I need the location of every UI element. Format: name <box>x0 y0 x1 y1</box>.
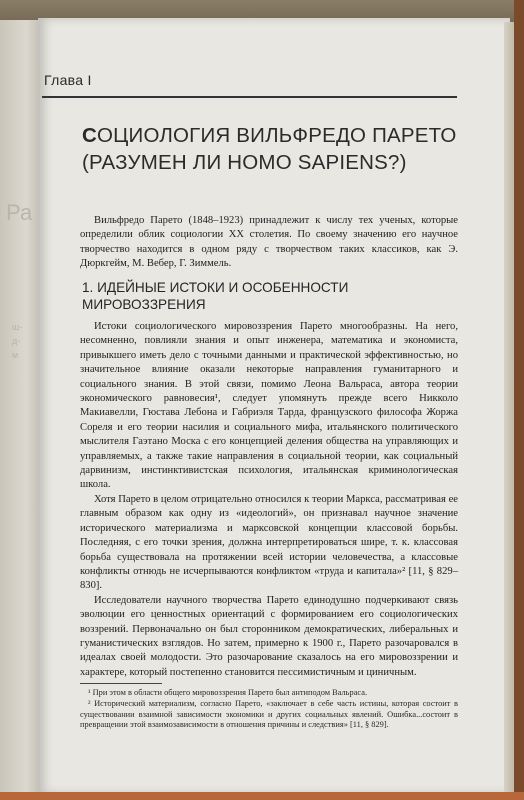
body-text <box>80 320 458 680</box>
title-initial: С <box>82 124 98 147</box>
paragraph: Истоки социологического мировоззрения Парето многообразны. На него, несомненно, повлияли знания и опыт инженера, математика и экономиста, привыкшего иметь дело с точными данными и практической эффективностью, но значительное влияние оказали некоторые направления гуманитарного и социального знания. В этой связи, помимо Леона Вальраса, автора теории экономического равновесия¹, следует упомянуть прежде всего Никколо Макиавелли, Гюстава Лебона и Габриэля Тарда, французского философа Жоржа Сореля и его теории насилия и социального мифа, итальянского политического мыслителя Гаэтано Моска с его концепцией деления общества на управляющих и управляемых, а также такие направления в социальной теории, как социальный дарвинизм, инстинктивистская психология, итальянская криминологическая школа. <box>80 321 458 491</box>
book-cover-bottom <box>0 792 524 800</box>
bleed-through-text: Ра <box>6 200 33 225</box>
title-text: ОЦИОЛОГИЯ ВИЛЬФРЕДО ПАРЕТО (РАЗУМЕН ЛИ HOMO SAPIENS?) <box>82 124 457 174</box>
chapter-title <box>82 122 462 176</box>
chapter-label: Глава I <box>44 72 92 88</box>
book-cover-right <box>514 0 524 800</box>
chapter-divider <box>42 96 457 98</box>
footnotes <box>80 688 458 731</box>
paragraph: Хотя Парето в целом отрицательно относился к теории Маркса, рассматривая ее главным образом как одну из «идеологий», он признавал научное значение исторического материализма и марксовской концепции классовой борьбы. Последняя, с его точки зрения, должна интерпретироваться шире, т. к. классовая борьба существовала на протяжении всей истории человечества, а классовые конфликты отнюдь не исчерпываются конфликтом «труда и капитала»² [11, § 829–830]. <box>80 493 458 592</box>
footnote: ¹ При этом в области общего мировоззрения Парето был антиподом Вальраса. <box>88 688 368 697</box>
bleed-through-marks: ш- д- м <box>12 322 23 360</box>
intro-paragraph: Вильфредо Парето (1848–1923) принадлежит к числу тех ученых, которые определили облик социологии XX столетия. По своему значению его научное творчество находится в одном ряду с творчеством таких классиков, как Э. Дюркгейм, М. Вебер, Г. Зиммель. <box>80 215 458 269</box>
footnote: ² Исторический материализм, согласно Парето, «заключает в себе часть истины, которая состоит в существовании взаимной зависимости экономики и других социальных явлений. Ошибка...состоит в превращении этой взаимозависимости в отношения причины и следствия» [11, § 829]. <box>80 698 458 730</box>
paragraph: Исследователи научного творчества Парето единодушно подчеркивают связь эволюции его ценностных ориентаций с формированием его социологических воззрений. Первоначально он был сторонником демократических, либеральных и гуманистических взглядов. Но затем, примерно к 1900 г., Парето разочаровался в идеалах своей молодости. Это разочарование сказалось на его мировоззрении и характере, который постепенно становится пессимистичным и циничным. <box>80 594 458 678</box>
section-heading: 1. ИДЕЙНЫЕ ИСТОКИ И ОСОБЕННОСТИ МИРОВОЗЗРЕНИЯ <box>82 280 349 312</box>
footnote-divider <box>80 683 162 684</box>
